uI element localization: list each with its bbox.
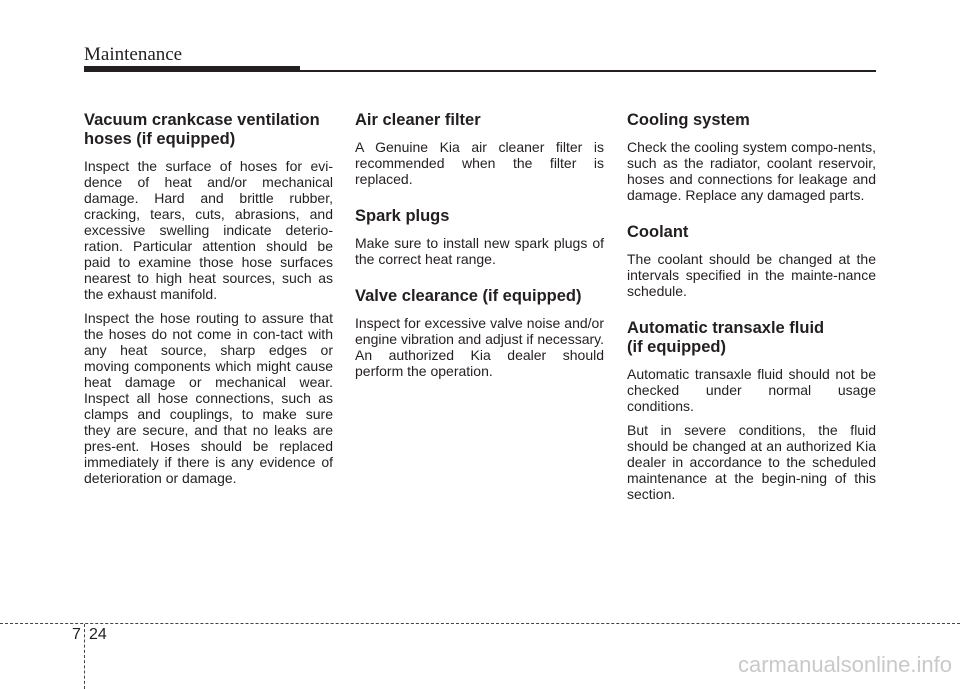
paragraph: But in severe conditions, the fluid should be changed at an authorized Kia dealer in accordance to the scheduled maintenance at the begin-ning of this section. (627, 422, 876, 502)
chapter-number: 7 (72, 626, 81, 643)
watermark: carmanualsonline.info (737, 652, 952, 677)
column-2 (355, 111, 604, 387)
paragraph: The coolant should be changed at the intervals specified in the mainte-nance schedule. (627, 251, 876, 299)
paragraph: Inspect the hose routing to assure that the hoses do not come in con-tact with any heat source, sharp edges or moving components which might cause heat damage or mechanical wear. Inspect all hose connections, such as clamps and couplings, to make sure they are secure, and that no leaks are pres-ent. Hoses should be replaced immediately if there is any evidence of deterioration or damage. (84, 310, 333, 486)
paragraph: A Genuine Kia air cleaner filter is recommended when the filter is replaced. (355, 139, 604, 187)
paragraph: Inspect for excessive valve noise and/or engine vibration and adjust if necessary. An authorized Kia dealer should perform the operation. (355, 315, 604, 379)
section-heading-vacuum-hoses: Vacuum crankcase ventilation hoses (if equipped) (84, 111, 320, 148)
section-heading-transaxle-fluid: Automatic transaxle fluid (if equipped) (627, 319, 825, 356)
section-heading-coolant: Coolant (627, 223, 689, 241)
footer-vertical-dashed-rule (84, 624, 85, 689)
paragraph: Check the cooling system compo-nents, such as the radiator, coolant reservoir, hoses and connections for leakage and damage. Replace any damaged parts. (627, 139, 876, 203)
header-rule-thick (84, 66, 300, 72)
paragraph: Inspect the surface of hoses for evi-dence of heat and/or mechanical damage. Hard and brittle rubber, cracking, tears, cuts, abrasions, and excessive swelling indicate deterio-ration. Particular attention should be paid to examine those hose surfaces nearest to high heat sources, such as the exhaust manifold. (84, 158, 333, 302)
section-heading-cooling-system: Cooling system (627, 111, 750, 129)
page-number: 24 (89, 626, 107, 643)
section-heading-air-cleaner: Air cleaner filter (355, 111, 481, 129)
paragraph: Make sure to install new spark plugs of the correct heat range. (355, 235, 604, 267)
header-title: Maintenance (84, 44, 183, 65)
column-1 (84, 111, 333, 494)
column-3 (627, 111, 876, 510)
section-heading-valve-clearance: Valve clearance (if equipped) (355, 287, 582, 305)
footer-dashed-rule (0, 623, 960, 624)
section-heading-spark-plugs: Spark plugs (355, 207, 450, 225)
paragraph: Automatic transaxle fluid should not be checked under normal usage conditions. (627, 366, 876, 414)
header-rule-thin (300, 70, 876, 72)
